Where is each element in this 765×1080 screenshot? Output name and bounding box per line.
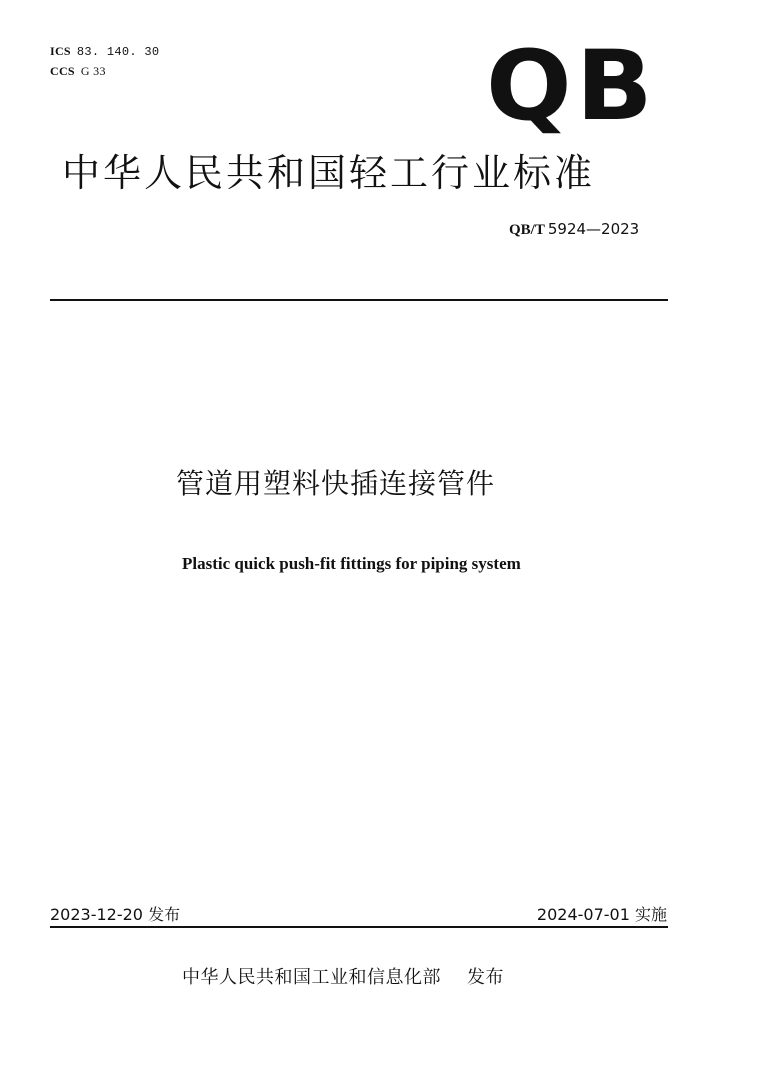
- implementation-date: 2024-07-01 实施: [536, 905, 667, 924]
- standard-number: [509, 220, 639, 239]
- standard-number-value: 5924—2023: [547, 220, 640, 238]
- standard-number-prefix: QB/T: [509, 222, 545, 238]
- publisher-action: 发布: [467, 967, 504, 988]
- ics-code: [50, 44, 159, 59]
- publisher-name: 中华人民共和国工业和信息化部: [182, 967, 441, 988]
- chinese-title: 管道用塑料快插连接管件: [176, 467, 496, 500]
- issue-date: 2023-12-20 发布: [50, 905, 181, 924]
- ics-value: 83. 140. 30: [76, 45, 160, 59]
- ics-label: ICS: [50, 44, 71, 58]
- ccs-value: G 33: [80, 64, 106, 78]
- ccs-label: CCS: [50, 64, 75, 78]
- qb-logo: QB: [486, 30, 657, 142]
- ccs-code: [50, 64, 106, 79]
- publisher-line: [182, 963, 504, 989]
- english-title: Plastic quick push-fit fittings for piping system: [182, 554, 521, 573]
- standard-type-title: 中华人民共和国轻工行业标准: [62, 151, 596, 195]
- footer-divider: [50, 926, 668, 928]
- header-divider: [50, 299, 668, 301]
